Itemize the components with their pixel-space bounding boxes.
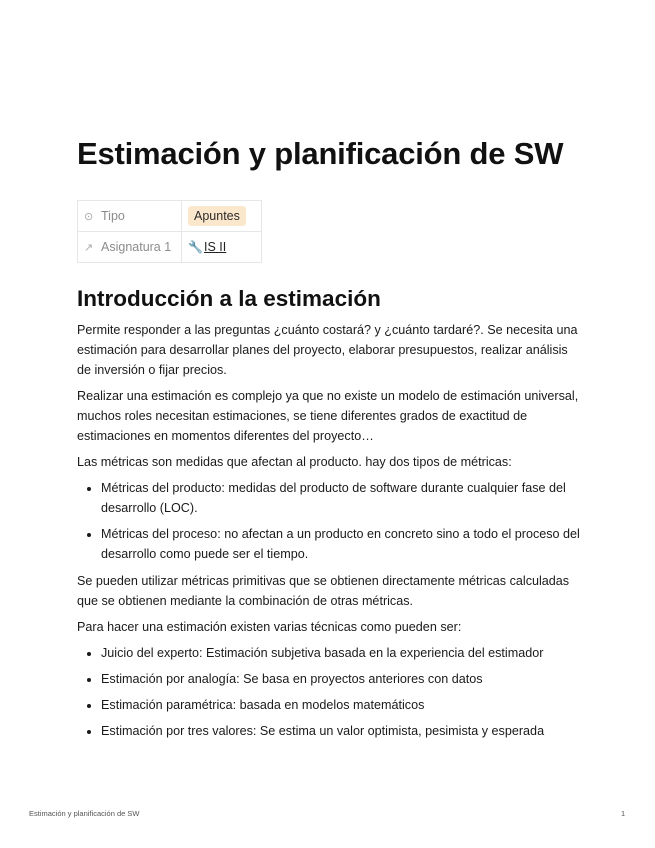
target-icon: ⊙ <box>84 211 94 223</box>
section-content <box>77 320 582 748</box>
wrench-icon: 🔧 <box>188 240 203 254</box>
property-value <box>182 232 262 263</box>
tag-badge[interactable]: Apuntes <box>188 206 246 226</box>
property-label: Asignatura 1 <box>101 240 172 254</box>
property-value <box>182 201 262 232</box>
property-key <box>78 201 182 232</box>
list-item: • Métricas del producto: medidas del producto de software durante cualquier fase del desarrollo (LOC). <box>101 478 582 518</box>
list-item: • Métricas del proceso: no afectan a un producto en concreto sino a todo el proceso del desarrollo como puede ser el tiempo. <box>101 524 582 564</box>
metric-types-list <box>77 478 582 564</box>
techniques-list <box>77 643 582 741</box>
footer-page-number: 1 <box>621 809 626 818</box>
properties-table <box>77 200 262 263</box>
property-row-tipo <box>78 201 262 232</box>
paragraph: Se pueden utilizar métricas primitivas que se obtienen directamente métricas calculadas que se obtienen mediante la combinación de otras métricas. <box>77 574 570 608</box>
footer-title: Estimación y planificación de SW <box>29 809 140 818</box>
property-label: Tipo <box>101 209 125 223</box>
relation-link[interactable]: IS II <box>204 240 227 254</box>
list-item: • Estimación por analogía: Se basa en proyectos anteriores con datos <box>101 669 582 689</box>
paragraph: Las métricas son medidas que afectan al producto. hay dos tipos de métricas: <box>77 455 512 469</box>
page-title: Estimación y planificación de SW <box>77 136 564 171</box>
paragraph: Para hacer una estimación existen varias técnicas como pueden ser: <box>77 620 462 634</box>
property-row-asignatura <box>78 232 262 263</box>
property-key <box>78 232 182 263</box>
list-item: • Estimación por tres valores: Se estima un valor optimista, pesimista y esperada <box>101 721 582 741</box>
list-item: • Juicio del experto: Estimación subjetiva basada en la experiencia del estimador <box>101 643 582 663</box>
paragraph: Permite responder a las preguntas ¿cuánto costará? y ¿cuánto tardaré?. Se necesita una estimación para desarrollar planes del proyecto, elaborar presupuestos, realizar análisis de inversión o fijar precios. <box>77 323 578 377</box>
section-heading: Introducción a la estimación <box>77 286 381 311</box>
list-item: • Estimación paramétrica: basada en modelos matemáticos <box>101 695 582 715</box>
paragraph: Realizar una estimación es complejo ya que no existe un modelo de estimación universal, muchos roles necesitan estimaciones, se tiene diferentes grados de exactitud de estimaciones en momentos diferentes del proyecto… <box>77 389 579 443</box>
arrow-up-right-icon: ↗ <box>84 242 94 254</box>
